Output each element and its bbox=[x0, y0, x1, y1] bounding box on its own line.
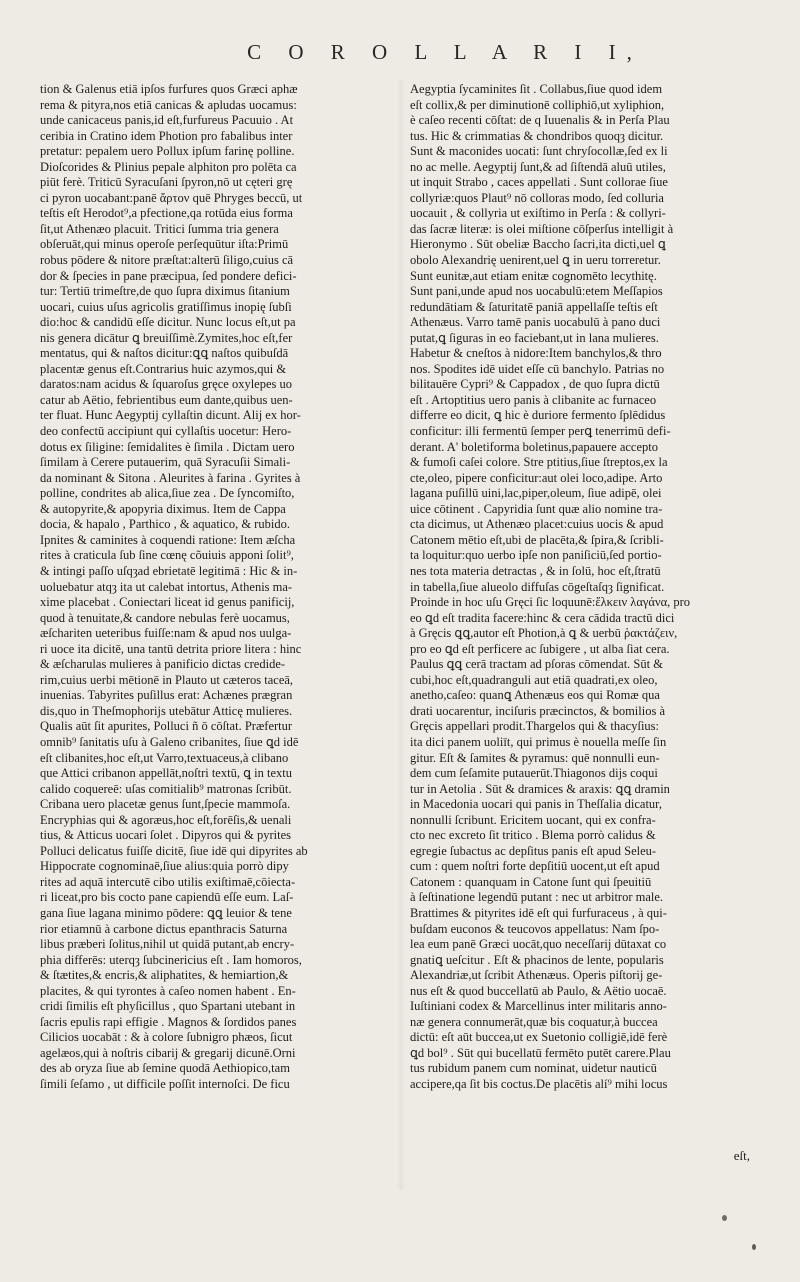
text-line: anetho,caſeo: quanꝗ Athenæus eos qui Romæ qua bbox=[410, 688, 660, 703]
text-line: ſimilam à Cerere putauerim, quā Syracuſii Simali- bbox=[40, 455, 291, 470]
text-line: quod à tenuitate,& candore nebulas ferè uocamus, bbox=[40, 610, 290, 625]
text-line: Sunt & maconides uocati: ſunt chryſocollæ,ſed ex li bbox=[410, 144, 668, 159]
text-line: conficitur: illi fermentū ſemper perꝗ tenerrimū defi- bbox=[410, 424, 671, 439]
text-line: Catonem mētio eſt,ubi de placēta,& ſpira,& ſcribli- bbox=[410, 532, 664, 547]
text-line: piūt ferè. Triticū Syracuſani ſpyron,nō ut cęteri grę bbox=[40, 175, 293, 190]
text-line: gana ſiue lagana minimo pōdere: ꝗꝗ leuior & tene bbox=[40, 905, 292, 920]
text-line: ſit,ut Athenæo placuit. Tritici ſumma tria genera bbox=[40, 221, 279, 236]
text-line: & æſcharulas mulieres à panificio dictas credide- bbox=[40, 657, 286, 672]
text-line: cto nec excreto ſit tritico . Blema porrò calidus & bbox=[410, 828, 656, 843]
text-line: rim,cuius uerbi mētionē in Plauto ut cæteros taceā, bbox=[40, 672, 294, 687]
text-line: uoluebatur atqȝ ita ut calebat intortus, Athenis ma- bbox=[40, 579, 293, 594]
text-line: ci pyron uocabant:panē ἄρτον quē Phryges beccū, ut bbox=[40, 190, 303, 205]
text-line: Iuſtiniani codex & Marcellinus inter militaris anno- bbox=[410, 999, 667, 1014]
text-line: gnatiꝗ ueſcitur . Eſt & phacinos de lente, popularis bbox=[410, 952, 664, 967]
text-line: unde canicaceus panis,id eſt,furfureus Pacuuio . At bbox=[40, 113, 294, 128]
text-line: nis genera dicātur ꝗ breuiſſimè.Zymites,hoc eſt,fer bbox=[40, 330, 293, 345]
text-line: Hippocrate cognominaē,ſiue alius:quia porrò dipy bbox=[40, 859, 289, 874]
text-line: daratos:nam acidus & ſquaroſus gręce oxylepes uo bbox=[40, 377, 293, 392]
column-gutter bbox=[396, 80, 406, 1190]
text-line: in Macedonia uocari qui panis in Theſſalia dicatur, bbox=[410, 797, 662, 812]
text-line: cum : quem noſtri forte depſitiū uocent,ut eſt apud bbox=[410, 859, 660, 874]
text-line: Ipnites & caminites à coquendi ratione: Item æſcha bbox=[40, 532, 296, 547]
text-line: redundātiam & ſaturitatē paniā appellaſſe teſtis eſt bbox=[410, 299, 658, 314]
running-head bbox=[0, 40, 800, 70]
text-line: buſdam euconos & teucονos appellatus: Nam ſpo- bbox=[410, 921, 660, 936]
text-line: collyriæ:quos Plaut⁹ nō colloras modo, ſed colluria bbox=[410, 190, 664, 205]
text-line: Hieronymo . Sūt obeliæ Baccho ſacri,ita dicti,uel ꝗ bbox=[410, 237, 666, 252]
text-line: nus eſt & quod buccellatū ab Paulo, & Aëtio uocaē. bbox=[410, 983, 667, 998]
text-line: que Attici cribanon appellāt,noſtri textū, ꝗ in textu bbox=[40, 766, 292, 781]
text-line: rior etiamnū à carbone dictus epanthracis Saturna bbox=[40, 921, 288, 936]
text-line: ꝗd bol⁹ . Sūt qui bucellatū fermēto putēt carere.Plau bbox=[410, 1045, 671, 1060]
text-line: tion & Galenus etiā ipſos furfures quos Græci aphæ bbox=[40, 82, 298, 96]
text-line: dio:hoc & candidū eſſe dicitur. Nunc locus eſt,ut pa bbox=[40, 315, 296, 330]
text-line: eſt . Artoptitius uero panis à clibanite ac furnaceo bbox=[410, 392, 657, 407]
text-line: da nominant & Sitona . Aleurites à farina . Gyrites à bbox=[40, 470, 301, 485]
text-line: cte,oleo, pipere conficitur:aut olei loco,adipe. Arto bbox=[410, 470, 663, 485]
text-line: tius, & Atticus uocari ſolet . Dipyros qui & pyrites bbox=[40, 828, 292, 843]
text-line: robus pōdere & nitore præſtat:alterū ſiligo,cuius cā bbox=[40, 253, 294, 268]
text-line: dor & ſpecies in pane præcipua, ſed pondere defici- bbox=[40, 268, 297, 283]
text-line: xime placebat . Coniectari liceat id genus panificij, bbox=[40, 595, 295, 610]
text-line: næ genera connumerāt,quæ bis coquatur,à buccea bbox=[410, 1014, 658, 1029]
text-line: derant. A' boletiforma boletinus,papauere accepto bbox=[410, 439, 658, 454]
text-line: tus rubidum panem cum nominat, uidetur nauticū bbox=[410, 1061, 657, 1076]
text-line: Cribana uero placetæ genus ſunt,ſpecie mammoſa. bbox=[40, 797, 291, 812]
text-line: ut inquit Strabo , caces appellati . Sunt collorae ſiue bbox=[410, 175, 668, 190]
text-line: ita dici panem uoliīt, qui primus è nouella meſſe ſin bbox=[410, 734, 667, 749]
text-line: polline, condrites ab alica,ſiue zea . De ſyncomiſto, bbox=[40, 486, 295, 501]
text-line: dis,quo in Theſmophorijs utebātur Atticę mulieres. bbox=[40, 703, 293, 718]
text-line: putat,ꝗ ſiguras in eo faciebant,ut in lana mulieres. bbox=[410, 330, 659, 345]
text-line: cubi,hoc eſt,quadranguli aut etiā quadrati,ex oleo, bbox=[410, 672, 658, 687]
text-line: Cilicios uocabāt : & à colore ſubnigro phæos, ſicut bbox=[40, 1030, 293, 1045]
text-line: rema & pityra,nos etiā canicas & apludas uocamus: bbox=[40, 97, 297, 112]
text-line: uocari, cuius uſus agricolis gratiſſimus inopię ſubſi bbox=[40, 299, 292, 314]
text-line: catur ab Aëtio, febrientibus eum dante,quibus uen- bbox=[40, 392, 293, 407]
text-line: accipere,qa ſit bis coctus.De placētis alí⁹ mihi locus bbox=[410, 1077, 668, 1091]
text-line: uocauit , & collyria ut exiſtimo in Perſa : & collyri- bbox=[410, 206, 666, 221]
text-line: & ſtætites,& encris,& aliphatites, & hemiartion,& bbox=[40, 968, 289, 983]
text-line: placentæ genus eſt.Contrarius huic azymos,qui & bbox=[40, 361, 287, 376]
text-line: Catonem : quanquam in Catone ſunt qui ſpeuitiū bbox=[410, 874, 652, 889]
text-line: agelæos,qui à noſtris cibarij & gregarij dicunē.Orni bbox=[40, 1045, 296, 1060]
text-line: Athenæus. Varro tamē panis uocabulū à pano duci bbox=[410, 315, 661, 330]
text-line: mentatus, qui & naſtos dicitur:ꝗꝗ naſtos quibuſdā bbox=[40, 346, 289, 361]
text-line: tur: Tertiū trimeſtre,de quo ſupra diximus ſitanium bbox=[40, 284, 290, 299]
left-text-column bbox=[40, 82, 386, 1093]
text-line: pretatur: pepalem uero Pollux ipſum farinę polline. bbox=[40, 144, 295, 159]
text-line: cridi ſimilis eſt phyſicillus , quo Spartani utebant in bbox=[40, 999, 296, 1014]
text-line: des ab oryza ſiue ab ſemine quodā Aethiopico,tam bbox=[40, 1061, 290, 1076]
text-line: Brattimes & pityrites idē eſt qui furfuraceus , à qui- bbox=[410, 905, 667, 920]
text-line: omnib⁹ ſanitatis uſu à Galeno cribanites, ſiue ꝗd idē bbox=[40, 734, 299, 749]
text-line: libus præberi ſolitus,nihil ut quidā putant,ab encry- bbox=[40, 937, 295, 952]
text-line: deo confectū accipiunt qui cyllaſtis uocetur: Hero- bbox=[40, 424, 292, 439]
running-head-text: C O R O L L A R I I, bbox=[247, 40, 643, 64]
text-line: in tabella,ſiue alueolo diffuſas cōgeſtaſqȝ ſignificat. bbox=[410, 579, 665, 594]
text-line: ter fluat. Hunc Aegyptij cyllaſtin dicunt. Alij ex hor- bbox=[40, 408, 301, 423]
text-line: Qualis aūt ſit apurites, Polluci ñ ō cōſtat. Præfertur bbox=[40, 719, 293, 734]
text-line: egregie ſubactus ac depſitus panis eſt apud Seleu- bbox=[410, 843, 657, 858]
text-line: à ſeſtinatione legendū putant : nec ut arbitror male. bbox=[410, 890, 664, 905]
text-line: Proinde in hoc uſu Gręci ſic loquunē:ἕλκειν λαγάνα, pro bbox=[410, 595, 691, 610]
text-line: & fumoſi caſei colore. Stre ptitius,ſiue ſtreptos,ex la bbox=[410, 455, 668, 470]
text-line: teſtis eſt Herodot⁹,a pfectione,qa rotūda eius forma bbox=[40, 206, 293, 221]
text-line: Sunt pani,unde apud nos uocabulū:etem Meſſapios bbox=[410, 284, 663, 299]
text-line: drati uocarentur, inciſuris præcinctos, & bomilios à bbox=[410, 703, 665, 718]
text-line: nos. Spodites idē uidet eſſe cū banchylo. Patrias no bbox=[410, 361, 665, 376]
text-line: obolo Alexandrię uenirent,uel ꝗ in ueru torreretur. bbox=[410, 253, 661, 268]
text-line: tus. Hic & crimmatias & chondribos quoqȝ dicitur. bbox=[410, 128, 664, 143]
text-line: rites à craticula ſub ſine cœnę cõuiuis apponi ſolit⁹, bbox=[40, 548, 294, 563]
text-line: no ac melle. Aegyptij ſunt,& ad ſiſtendā aluū utiles, bbox=[410, 159, 666, 174]
text-line: Gręcis appellari prodit.Thargelos qui & thacyſius: bbox=[410, 719, 660, 734]
text-line: æſchariten ueteribus fuiſſe:nam & apud nos uulga- bbox=[40, 626, 292, 641]
text-line: & autopyrite,& apopyria diximus. Item de Cappa bbox=[40, 501, 286, 516]
text-line: nonnulli ſcribunt. Ericitem uocant, qui ex confra- bbox=[410, 812, 656, 827]
text-line: tur in Aetolia . Sūt & dramices & araxis: ꝗꝗ dramin bbox=[410, 781, 670, 796]
text-line: Dioſcorides & Plinius pepale alphiton pro polēta ca bbox=[40, 159, 297, 174]
text-line: eſt collix,& per diminutionē colliphiō,ut xyliphion, bbox=[410, 97, 665, 112]
text-line: gitur. Eſt & ſamites & pyramus: quē nonnulli eun- bbox=[410, 750, 660, 765]
text-line: obſeruāt,qui minus operoſe perſequūtur iſta:Primū bbox=[40, 237, 289, 252]
text-line: è caſeo recenti cōſtat: de q Iuuenalis & in Perſa Plau bbox=[410, 113, 670, 128]
text-line: differre eo dicit, ꝗ hic è duriore fermento ſplēdidus bbox=[410, 408, 666, 423]
text-line: cta dicimus, ut Athenæo placet:cuius uocis & apud bbox=[410, 517, 664, 532]
text-line: eo ꝗd eſt tradita facere:hinc & cera cādida tractū dici bbox=[410, 610, 675, 625]
text-line: nes tota materia detractas , & in ſolū, hoc eſt,ſtratū bbox=[410, 563, 661, 578]
text-line: lagana puſillū uini,lac,piper,oleum, ſiue adipē, olei bbox=[410, 486, 662, 501]
text-line: uice cōtinent . Capyridia ſunt quæ alio nomine tra- bbox=[410, 501, 663, 516]
text-line: dotus ex ſiligine: ſemidalites è ſimila . Dictam uero bbox=[40, 439, 295, 454]
text-line: bilitauēre Cypri⁹ & Cappadox , de quo ſupra dictū bbox=[410, 377, 660, 392]
text-line: ſacris epulis rapi effigie . Magnos & ſordidos panes bbox=[40, 1014, 297, 1029]
text-line: Aegyptia ſycaminites ſit . Collabus,ſiue quod idem bbox=[410, 82, 663, 96]
text-line: Alexandriæ,ut ſcribit Athenæus. Operis piſtorij ge- bbox=[410, 968, 663, 983]
text-line: ri liceat,pro bis cocto pane capiendū eſſe eum. Laſ- bbox=[40, 890, 294, 905]
text-line: calido coquereē: uſas comitialib⁹ matronas ſcribūt. bbox=[40, 781, 292, 796]
text-line: à Gręcis ꝗꝗ,autor eſt Photion,à ꝗ & uerbū ῥακτάζειν, bbox=[410, 626, 678, 641]
text-line: Polluci delicatus fuiſſe dicitē, ſiue idē qui dipyrites ab bbox=[40, 843, 308, 858]
text-line: placites, & qui tyrontes à caſeo nomen habent . En- bbox=[40, 983, 296, 998]
right-text-column bbox=[410, 82, 760, 1093]
text-line: dem cum ſeſamite putauerūt.Thiagonos dijs coqui bbox=[410, 766, 658, 781]
text-line: Sunt eunitæ,aut etiam enitæ cognomēto lecythitę. bbox=[410, 268, 657, 283]
text-line: docia, & hapalo , Parthico , & aquatico, & rubido. bbox=[40, 517, 290, 532]
ink-speck bbox=[722, 1215, 727, 1221]
text-line: inuenias. Tabyrites puſillus erat: Achænes prægran bbox=[40, 688, 293, 703]
text-line: dictū: eſt aūt buccea,ut ex Suetonio colligiē,idē ferè bbox=[410, 1030, 668, 1045]
text-line: ta loquitur:quo uerbo ipſe non paniſiciū,ſed portio- bbox=[410, 548, 662, 563]
text-line: ri uoce ita dicitē, una tantū detrita priore litera : hinc bbox=[40, 641, 302, 656]
text-line: Encryphias qui & agoræus,hoc eſt,forēſis,& uenali bbox=[40, 812, 292, 827]
catchword: eſt, bbox=[733, 1148, 750, 1163]
text-line: eſt clibanites,hoc eſt,ut Varro,textuaceus,à clibano bbox=[40, 750, 289, 765]
text-line: das ſacræ literæ: is olei miſtione cōſperſus intelligit à bbox=[410, 221, 674, 236]
text-line: lea eum panē Græci uocāt,quo neceſſarij dūtaxat co bbox=[410, 937, 667, 952]
ink-speck bbox=[752, 1244, 756, 1250]
text-line: phia differēs: uterqȝ ſubcinericius eſt . Iam homoros, bbox=[40, 952, 302, 967]
text-line: ſimili ſeſamo , ut difficile poſſit internoſci. De ficu bbox=[40, 1077, 290, 1091]
text-line: Paulus ꝗꝗ cerā tractam ad pſoras cōmendat. Sūt & bbox=[410, 657, 663, 672]
text-line: & intingi paſſo uſqȝad ebrietatē legitimā : Hic & in- bbox=[40, 563, 298, 578]
text-line: Habetur & cneſtos à nidore:Item banchylos,& thro bbox=[410, 346, 662, 361]
text-line: pro eo ꝗd eſt perficere ac ſubigere , ut alba ſiat cera. bbox=[410, 641, 670, 656]
text-line: rites ad aquā intercutē cibo utilis exiſtimaē,cōiecta- bbox=[40, 874, 296, 889]
text-line: ceribia in Cratino idem Photion pro fabalibus inter bbox=[40, 128, 293, 143]
